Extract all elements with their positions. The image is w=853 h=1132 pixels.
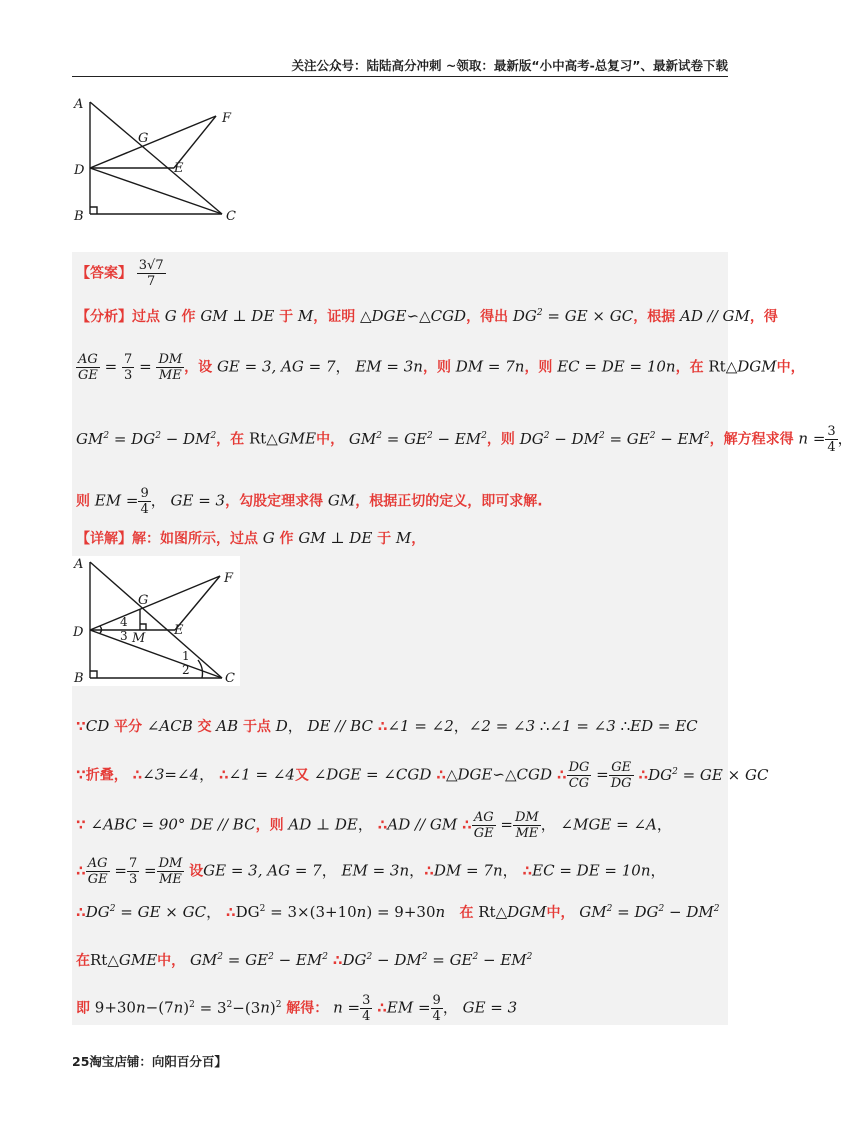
angle-label-1: 1: [182, 649, 190, 663]
page-footer: 25淘宝店铺：向阳百分百】: [72, 1054, 227, 1069]
answer-line: 【答案】 $\frac{3√7}{7}$: [76, 258, 164, 289]
step-3: ∵ ∠ABC = 90° DE // BC，则 AD ⊥ DE， ∴AD // GM ∴ $\frac{AG}{GE}$ = $\frac{DM}{ME}$ ， ∠MGE = ∠A，: [76, 810, 672, 841]
label-A: A: [74, 557, 84, 572]
angle-label-3: 3: [120, 629, 128, 643]
header-text: 关注公众号：陆陆高分冲刺 ~领取：最新版“小中高考-总复习”、最新试卷下载: [291, 58, 728, 73]
label-F: F: [222, 111, 232, 126]
step-7: 即 $9+30n-(7n)^2 = 3^2-(3n)^2$ 解得： n = $\frac{3}{4}$ ∴EM = $\frac{9}{4}$ ， GE = 3: [76, 993, 518, 1024]
label-D: D: [73, 625, 84, 640]
step-5: $\therefore DG^2$ = GE × GC， $\therefore DG^2 = 3\times(3+10n) = 9+30n$ 在 Rt△DGM中， $GM^2 = DG^2 - DM^2$: [76, 903, 720, 921]
angle-label-4: 4: [120, 615, 128, 629]
step-6: 在Rt△GME中， $GM^2 = GE^2 - EM^2$ $\therefore DG^2 - DM^2 = GE^2 - EM^2$: [76, 951, 533, 969]
page-header: [72, 56, 728, 77]
analysis-line-1: 【分析】过点 G 作 GM ⊥ DE 于 M，证明 △DGE∽△CGD，得出 $DG^2$ = GE × GC，根据 AD // GM，得: [76, 307, 778, 325]
label-G: G: [138, 593, 149, 608]
label-C: C: [225, 671, 235, 686]
label-E: E: [174, 161, 184, 176]
answer-fraction: $\frac{3√7}{7}$: [138, 258, 164, 289]
label-M: M: [132, 631, 146, 646]
angle-label-2: 2: [182, 663, 190, 677]
label-E: E: [174, 623, 184, 638]
step-4: ∴ $\frac{AG}{GE}$ = $\frac{7}{3}$ = $\frac{DM}{ME}$ 设GE = 3, AG = 7， EM = 3n，∴DM = 7n， ∴EC = DE = 10n，: [76, 856, 666, 887]
label-G: G: [138, 131, 149, 146]
label-B: B: [74, 209, 84, 224]
step-2: ∵折叠， ∴∠3=∠4， ∴∠1 = ∠4又 ∠DGE = ∠CGD ∴△DGE∽△CGD ∴ $\frac{DG}{CG}$ = $\frac{GE}{DG}$ $\therefore DG^2$ = GE × GC: [76, 760, 769, 791]
analysis-line-4: 则 EM = $\frac{9}{4}$ ， GE = 3，勾股定理求得 GM，根据正切的定义，即可求解.: [76, 486, 543, 517]
analysis-line-3: $GM^2 = DG^2 - DM^2$，在 Rt△GME中， $GM^2 = GE^2 - EM^2$，则 $DG^2 - DM^2 = GE^2 - EM^2$，解方程求得 n = $\frac{3}{4}$ ，: [76, 424, 853, 455]
geometry-figure-2: [70, 556, 240, 686]
geometry-figure-1: [70, 94, 250, 224]
label-B: B: [74, 671, 84, 686]
label-A: A: [74, 97, 84, 112]
label-F: F: [224, 571, 234, 586]
detail-intro: 【详解】解：如图所示，过点 G 作 GM ⊥ DE 于 M，: [76, 529, 426, 547]
step-1: ∵CD 平分 ∠ACB 交 AB 于点 D， DE // BC ∴∠1 = ∠2，∠2 = ∠3 ∴∠1 = ∠3 ∴ED = EC: [76, 717, 698, 735]
analysis-line-2: $\frac{AG}{GE}$ = $\frac{7}{3}$ = $\frac{DM}{ME}$ ，设 GE = 3, AG = 7， EM = 3n，则 DM = 7n，则 EC = DE = 10n，在 Rt△DGM中，: [78, 352, 805, 383]
label-D: D: [74, 163, 85, 178]
label-C: C: [226, 209, 236, 224]
